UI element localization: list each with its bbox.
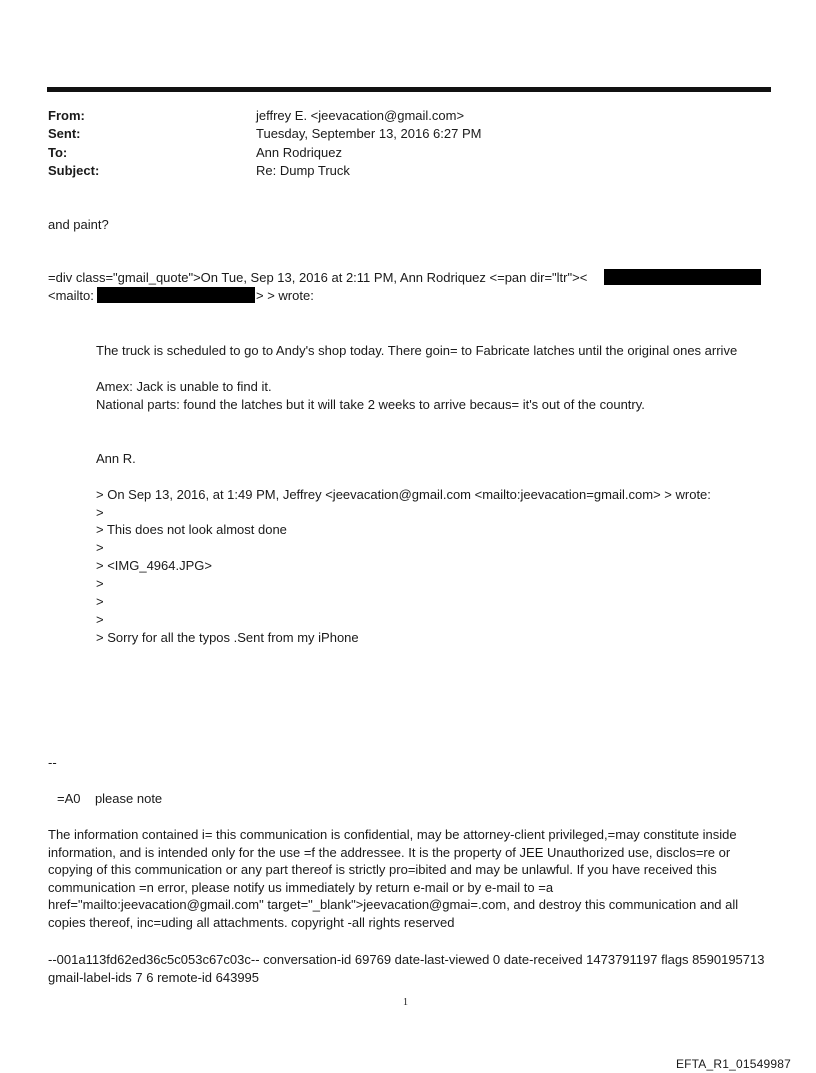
mime-trailer: --001a113fd62ed36c5c053c67c03c-- conversation-id 69769 date-last-viewed 0 date-received 1473791197 flags 8590195713 gmail-label-ids 7 6 remote-id 643995	[48, 952, 765, 985]
nested-quote-line: > On Sep 13, 2016, at 1:49 PM, Jeffrey <jeevacation@gmail.com <mailto:jeevacation=gmail.com> > wrote:	[96, 487, 711, 502]
nested-quote-line: >	[96, 594, 104, 609]
to-value: Ann Rodriquez	[256, 145, 342, 160]
nested-quote-attachment: > <IMG_4964.JPG>	[96, 558, 212, 573]
sent-label: Sent:	[48, 126, 81, 141]
sent-value: Tuesday, September 13, 2016 6:27 PM	[256, 126, 482, 141]
redaction-box	[604, 269, 761, 285]
quote-intro-mailto-prefix: <mailto:	[48, 288, 94, 303]
from-label: From:	[48, 108, 85, 123]
nested-quote-line: > Sorry for all the typos .Sent from my iPhone	[96, 630, 359, 645]
signature-separator: --	[48, 755, 57, 770]
header-rule	[47, 87, 771, 92]
quoted-line: The truck is scheduled to go to Andy's shop today. There goin= to Fabricate latches until the original ones arrive	[96, 343, 738, 358]
quote-intro-line1: =div class="gmail_quote">On Tue, Sep 13, 2016 at 2:11 PM, Ann Rodriquez <=pan dir="ltr"><	[48, 270, 588, 285]
confidentiality-disclaimer: The information contained i= this communication is confidential, may be attorney-client privileged,=may constitute inside information, and is intended only for the use =f the addressee. It is the property of JEE Unauthorized use, disclos=re or copying of this communication or any part thereof is strictly pro=ibited and may be unlawful. If you have received this communication =n error, please notify us immediately by return e-mail or by e-mail to =a href="mailto:jeevacation@gmail.com" target="_blank">jeevacation@gmai=.com, and destroy this communication and all copies thereof, inc=uding all attachments. copyright -all rights reserved	[48, 827, 739, 930]
quoted-line: Amex: Jack is unable to find it.	[96, 379, 272, 394]
nested-quote-line: >	[96, 612, 104, 627]
redaction-box	[97, 287, 255, 303]
subject-value: Re: Dump Truck	[256, 163, 350, 178]
from-value: jeffrey E. <jeevacation@gmail.com>	[256, 108, 465, 123]
subject-label: Subject:	[48, 163, 100, 178]
bates-number: EFTA_R1_01549987	[675, 1057, 791, 1071]
to-label: To:	[48, 145, 68, 160]
quote-intro-wrote: > > wrote:	[256, 288, 314, 303]
quoted-signature: Ann R.	[96, 451, 136, 466]
nested-quote-line: >	[96, 505, 104, 520]
page-number: 1	[403, 997, 408, 1008]
nested-quote-line: > This does not look almost done	[96, 522, 287, 537]
quoted-line: National parts: found the latches but it will take 2 weeks to arrive becaus= it's out of the country.	[96, 397, 645, 412]
reply-text: and paint?	[48, 217, 109, 232]
please-note: =A0 please note	[57, 791, 163, 806]
nested-quote-line: >	[96, 576, 104, 591]
nested-quote-line: >	[96, 540, 104, 555]
